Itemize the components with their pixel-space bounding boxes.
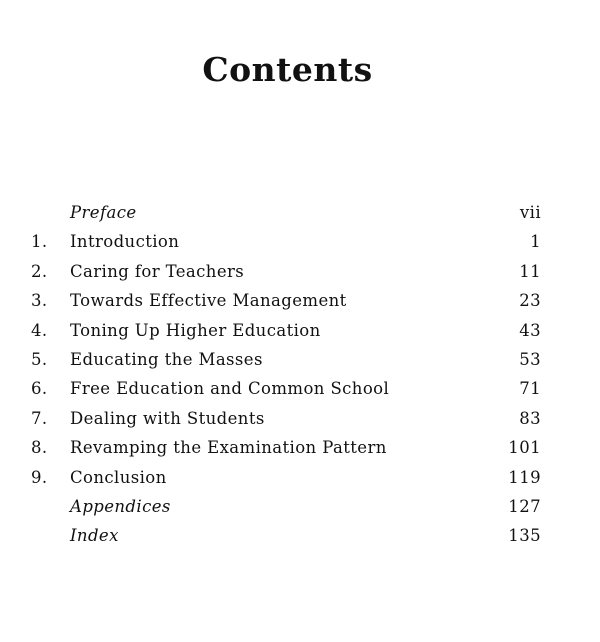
- entry-number: 2.: [31, 261, 48, 281]
- toc-entry: [0, 230, 600, 259]
- entry-page: 135: [508, 526, 541, 546]
- entry-number: 6.: [31, 379, 48, 399]
- entry-page: 101: [508, 438, 541, 458]
- entry-page: 71: [519, 379, 541, 399]
- entry-title: Introduction: [70, 232, 180, 252]
- entry-number: 7.: [31, 408, 48, 428]
- entry-page: 1: [530, 232, 541, 252]
- entry-page: 127: [508, 496, 541, 516]
- toc-entry: [0, 495, 600, 524]
- entry-title: Appendices: [70, 496, 171, 516]
- toc-entry: [0, 466, 600, 495]
- entry-page: 43: [519, 320, 541, 340]
- entry-page: 83: [519, 408, 541, 428]
- entry-page: 11: [519, 261, 541, 281]
- entry-number: 3.: [31, 291, 48, 311]
- entry-page: 119: [508, 467, 541, 487]
- toc-entry: [0, 407, 600, 436]
- toc-entry: [0, 348, 600, 377]
- entry-title: Caring for Teachers: [70, 261, 245, 281]
- toc-entry: [0, 377, 600, 406]
- entry-title: Educating the Masses: [70, 349, 263, 369]
- table-of-contents: [0, 201, 600, 554]
- entry-number: 9.: [31, 467, 48, 487]
- entry-page: 53: [519, 349, 541, 369]
- entry-number: 8.: [31, 438, 48, 458]
- entry-title: Towards Effective Management: [70, 291, 347, 311]
- toc-entry: [0, 289, 600, 318]
- toc-entry: [0, 201, 600, 230]
- entry-title: Conclusion: [70, 467, 167, 487]
- entry-page: vii: [519, 203, 541, 222]
- entry-title: Revamping the Examination Pattern: [70, 438, 387, 458]
- entry-number: 5.: [31, 349, 48, 369]
- entry-number: 1.: [31, 232, 48, 252]
- toc-entry: [0, 319, 600, 348]
- toc-entry: [0, 524, 600, 553]
- page-title: Contents: [202, 50, 373, 89]
- entry-number: 4.: [31, 320, 48, 340]
- toc-entry: [0, 436, 600, 465]
- entry-title: Preface: [70, 203, 137, 222]
- entry-title: Toning Up Higher Education: [70, 320, 321, 340]
- entry-title: Dealing with Students: [70, 408, 265, 428]
- toc-entry: [0, 260, 600, 289]
- entry-title: Index: [70, 526, 119, 546]
- entry-page: 23: [519, 291, 541, 311]
- entry-title: Free Education and Common School: [70, 379, 390, 399]
